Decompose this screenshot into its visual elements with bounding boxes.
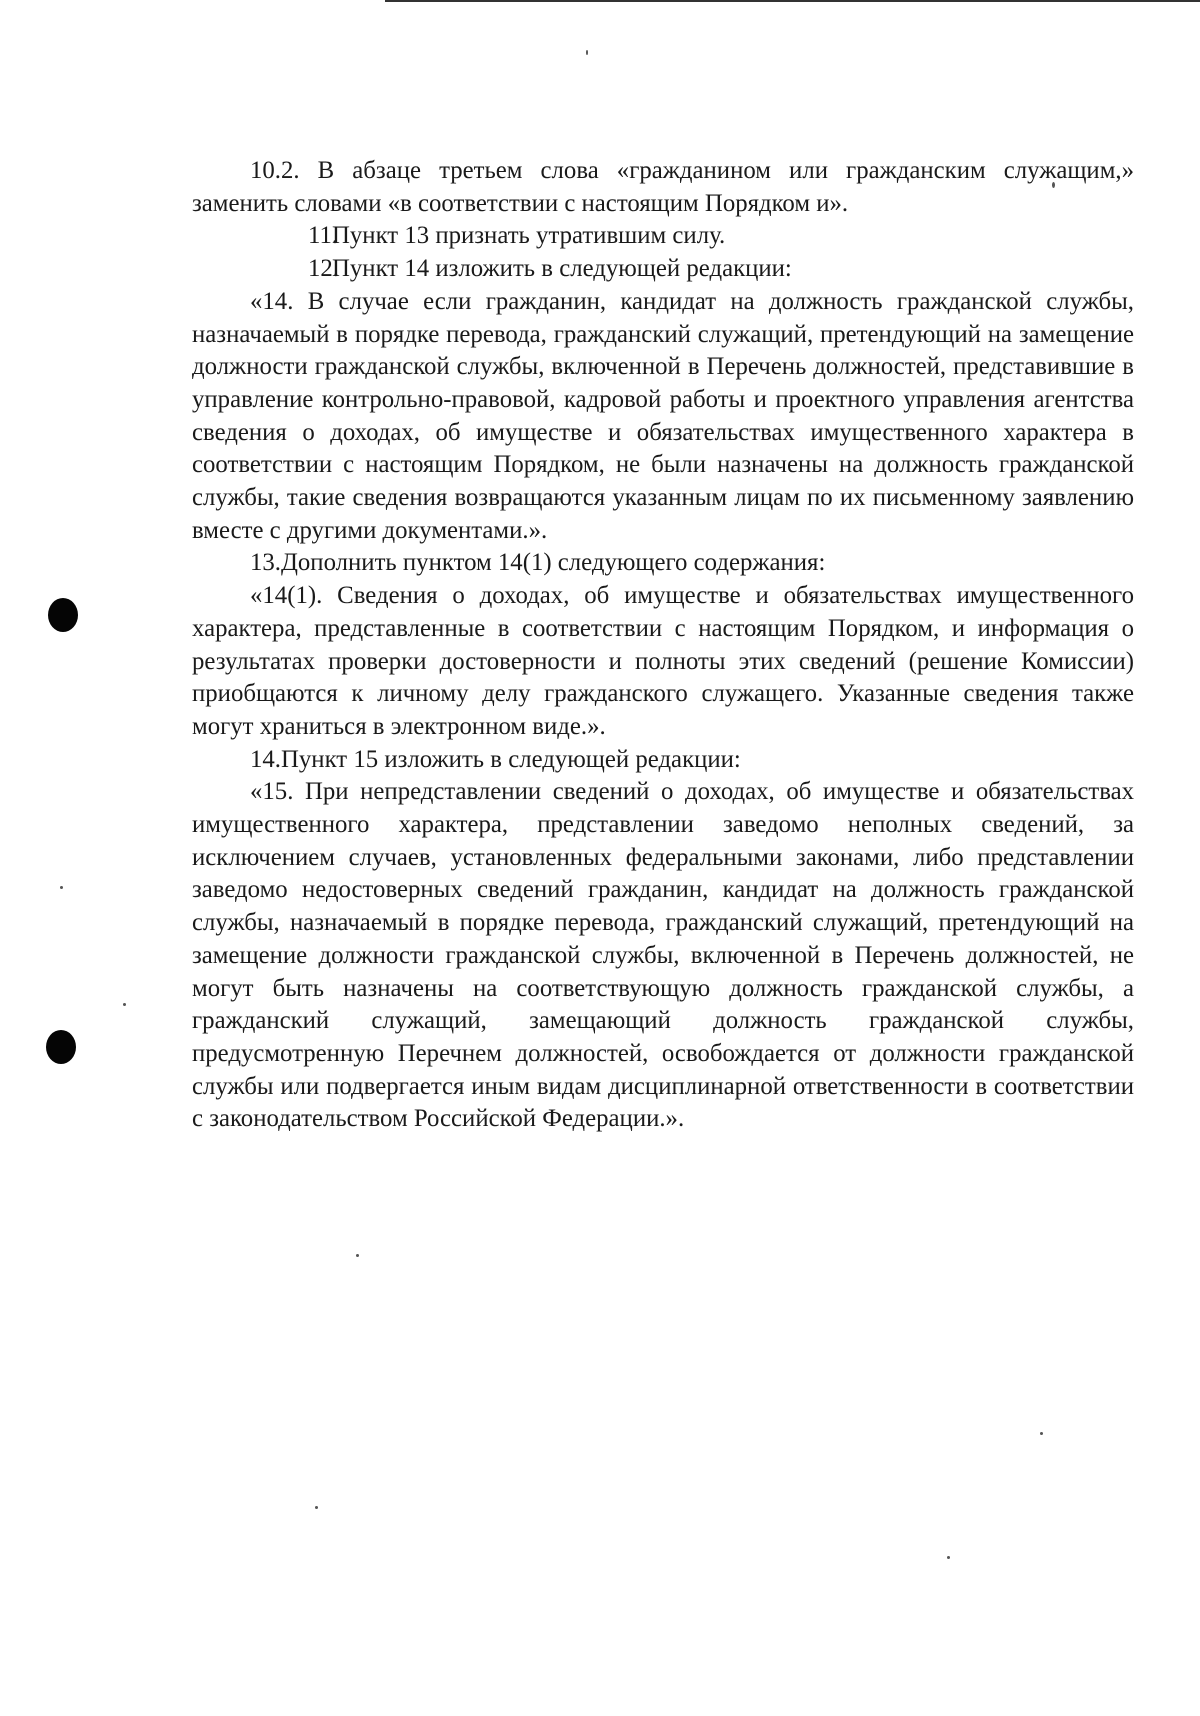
document-body bbox=[192, 155, 1134, 1136]
paragraph-14: 14.Пункт 15 изложить в следующей редакции: bbox=[250, 745, 741, 773]
item-text: Пункт 13 признать утратившим силу. bbox=[332, 222, 726, 250]
punch-hole bbox=[46, 1030, 76, 1064]
paragraph-10-2: 10.2. В абзаце третьем слова «гражданином или гражданским служащим,» заменить словами «в соответствии с настоящим Порядком и». bbox=[192, 157, 1134, 217]
scan-speck bbox=[586, 50, 588, 55]
item-text: Пункт 14 изложить в следующей редакции: bbox=[332, 255, 792, 283]
scan-speck bbox=[947, 1556, 950, 1559]
paragraph-quote-14-1: «14(1). Сведения о доходах, об имуществе и обязательствах имущественного характера, представленные в соответствии с настоящим Порядком, и информация о результатах проверки достоверности и полноты этих сведений (решение Комиссии) приобщаются к личному делу гражданского служащего. Указанные сведения также могут храниться в электронном виде.». bbox=[192, 582, 1134, 740]
paragraph-quote-15: «15. При непредставлении сведений о доходах, об имуществе и обязательствах имущественного характера, представлении заведомо неполных сведений, за исключением случаев, установленных федеральными законами, либо представлении заведомо недостоверных сведений гражданин, кандидат на должность гражданской службы, назначаемый в порядке перевода, гражданский служащий, претендующий на замещение должности гражданской службы, включенной в Перечень должностей, не могут быть назначены на соответствующую должность гражданской службы, а гражданский служащий, замещающий должность гражданской службы, предусмотренную Перечнем должностей, освобождается от должности гражданской службы или подвергается иным видам дисциплинарной ответственности в соответствии с законодательством Российской Федерации.». bbox=[192, 778, 1134, 1133]
paragraph-12 bbox=[192, 253, 1134, 286]
scan-speck bbox=[356, 1254, 359, 1257]
item-number: 11. bbox=[308, 222, 339, 250]
scan-speck bbox=[1040, 1432, 1043, 1435]
scan-edge-line bbox=[385, 0, 1200, 2]
paragraph-11 bbox=[192, 220, 1134, 253]
scan-speck bbox=[123, 1003, 126, 1006]
paragraph-13: 13.Дополнить пунктом 14(1) следующего содержания: bbox=[250, 549, 826, 577]
item-number: 12. bbox=[308, 255, 339, 283]
punch-hole bbox=[48, 598, 78, 632]
scan-speck bbox=[60, 886, 63, 889]
scan-speck bbox=[315, 1506, 318, 1509]
paragraph-quote-14: «14. В случае если гражданин, кандидат на должность гражданской службы, назначаемый в порядке перевода, гражданский служащий, претендующий на замещение должности гражданской службы, включенной в Перечень должностей, представившие в управление контрольно-правовой, кадровой работы и проектного управления агентства сведения о доходах, об имуществе и обязательствах имущественного характера в соответствии с настоящим Порядком, не были назначены на должность гражданской службы, такие сведения возвращаются указанным лицам по их письменному заявлению вместе с другими документами.». bbox=[192, 287, 1134, 544]
